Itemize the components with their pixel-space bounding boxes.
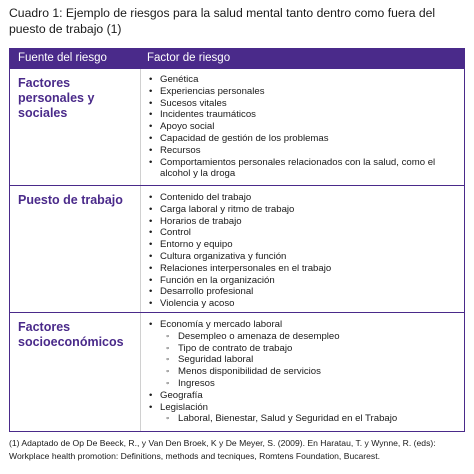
list-item: • Cultura organizativa y función <box>148 251 458 263</box>
list-item: • Desarrollo profesional <box>148 286 458 298</box>
list-item: • Carga laboral y ritmo de trabajo <box>148 204 458 216</box>
sub-list-item: ◦ Seguridad laboral <box>148 354 458 366</box>
row-source: Factores socioeconómicos <box>18 320 124 349</box>
footnote: (1) Adaptado de Op De Beeck, R., y Van Den Broek, K y De Meyer, S. (2009). En Haratau, T. y Wynne, R. (eds): Workplace health promotion: Definitions, methods and tecniques, Romtens Foundation, Bucarest. <box>9 438 436 461</box>
header-factor: Factor de riesgo <box>147 52 231 64</box>
list-item: • Recursos <box>148 145 458 157</box>
row-factor-list <box>148 74 458 180</box>
table-row <box>10 312 464 425</box>
list-item: • Función en la organización <box>148 275 458 287</box>
list-item: • Horarios de trabajo <box>148 216 458 228</box>
sub-list-item: ◦ Menos disponibilidad de servicios <box>148 366 458 378</box>
list-item: • Legislación <box>148 402 458 414</box>
list-item: • Incidentes traumáticos <box>148 109 458 121</box>
list-item: • Contenido del trabajo <box>148 192 458 204</box>
risk-table <box>9 48 465 432</box>
list-item: • Sucesos vitales <box>148 98 458 110</box>
row-source: Factores personales y sociales <box>18 76 95 120</box>
sub-list-item: ◦ Ingresos <box>148 378 458 390</box>
column-divider <box>140 69 141 431</box>
table-header <box>10 49 464 69</box>
list-item: • Violencia y acoso <box>148 298 458 310</box>
list-item: • Relaciones interpersonales en el trabajo <box>148 263 458 275</box>
list-item: • Control <box>148 227 458 239</box>
list-item: • Experiencias personales <box>148 86 458 98</box>
list-item: • Capacidad de gestión de los problemas <box>148 133 458 145</box>
list-item: • Entorno y equipo <box>148 239 458 251</box>
list-item: • Comportamientos personales relacionados con la salud, como el alcohol y la droga <box>148 157 458 181</box>
list-item: • Economía y mercado laboral <box>148 319 458 331</box>
list-item: • Genética <box>148 74 458 86</box>
sub-list-item: ◦ Desempleo o amenaza de desempleo <box>148 331 458 343</box>
list-item: • Geografía <box>148 390 458 402</box>
table-caption: Cuadro 1: Ejemplo de riesgos para la salud mental tanto dentro como fuera del puesto de trabajo (1) <box>9 6 436 36</box>
row-factor-list <box>148 192 458 310</box>
row-source: Puesto de trabajo <box>18 193 123 207</box>
header-source: Fuente del riesgo <box>18 52 107 64</box>
sub-list-item: ◦ Laboral, Bienestar, Salud y Seguridad en el Trabajo <box>148 413 458 425</box>
table-row <box>10 185 464 310</box>
list-item: • Apoyo social <box>148 121 458 133</box>
sub-list-item: ◦ Tipo de contrato de trabajo <box>148 343 458 355</box>
row-factor-list <box>148 319 458 425</box>
